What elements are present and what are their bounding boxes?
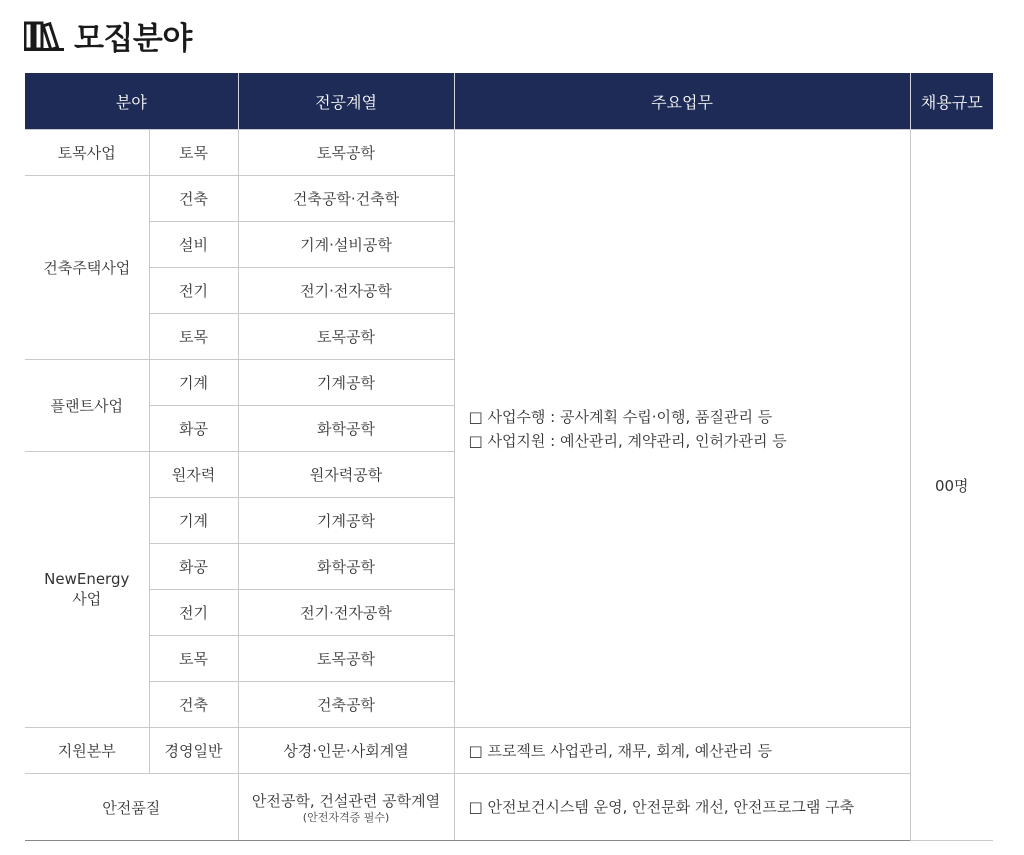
safety-major-note: (안전자격증 필수) (302, 810, 390, 824)
major-cell: 전기·전자공학 (238, 590, 454, 636)
group-newenergy-line1: NewEnergy (44, 570, 130, 588)
major-cell: 토목공학 (238, 636, 454, 682)
sub-field: 건축 (149, 682, 238, 728)
group-newenergy (25, 452, 149, 728)
safety-duty-cell: □ 안전보건시스템 운영, 안전문화 개선, 안전프로그램 구축 (454, 774, 910, 841)
major-cell: 건축공학·건축학 (238, 176, 454, 222)
sub-field: 전기 (149, 590, 238, 636)
books-icon (24, 19, 64, 51)
sub-field: 화공 (149, 544, 238, 590)
sub-field: 화공 (149, 406, 238, 452)
major-cell: 토목공학 (238, 130, 454, 176)
header-size: 채용규모 (910, 73, 993, 130)
sub-field: 설비 (149, 222, 238, 268)
sub-field: 토목 (149, 130, 238, 176)
group-civil: 토목사업 (25, 130, 149, 176)
major-cell: 화학공학 (238, 544, 454, 590)
group-safety: 안전품질 (25, 774, 238, 841)
support-duty-cell: □ 프로젝트 사업관리, 재무, 회계, 예산관리 등 (454, 728, 910, 774)
group-plant: 플랜트사업 (25, 360, 149, 452)
sub-field: 토목 (149, 636, 238, 682)
table-row (25, 774, 993, 841)
sub-field: 경영일반 (149, 728, 238, 774)
safety-major: 안전공학, 건설관련 공학계열 (251, 791, 441, 810)
duty-line-2: □ 사업지원 : 예산관리, 계약관리, 인허가관리 등 (468, 431, 787, 450)
table-header-row (25, 73, 993, 130)
major-cell: 전기·전자공학 (238, 268, 454, 314)
major-cell: 기계·설비공학 (238, 222, 454, 268)
major-cell: 상경·인문·사회계열 (238, 728, 454, 774)
section-title-wrap (24, 10, 192, 60)
header-field: 분야 (25, 73, 238, 130)
sub-field: 기계 (149, 360, 238, 406)
sub-field: 건축 (149, 176, 238, 222)
major-cell: 기계공학 (238, 498, 454, 544)
major-cell: 원자력공학 (238, 452, 454, 498)
major-cell: 화학공학 (238, 406, 454, 452)
recruitment-table (25, 73, 993, 841)
group-arch: 건축주택사업 (25, 176, 149, 360)
table-row (25, 130, 993, 176)
major-cell: 토목공학 (238, 314, 454, 360)
group-newenergy-line2: 사업 (72, 590, 102, 608)
major-cell: 기계공학 (238, 360, 454, 406)
recruit-size-cell: 00명 (910, 130, 993, 841)
page-title: 모집분야 (74, 20, 192, 57)
sub-field: 전기 (149, 268, 238, 314)
sub-field: 원자력 (149, 452, 238, 498)
table-row (25, 728, 993, 774)
sub-field: 기계 (149, 498, 238, 544)
major-cell: 건축공학 (238, 682, 454, 728)
sub-field: 토목 (149, 314, 238, 360)
main-duty-cell (454, 130, 910, 728)
header-major: 전공계열 (238, 73, 454, 130)
duty-line-1: □ 사업수행 : 공사계획 수립·이행, 품질관리 등 (468, 407, 773, 426)
safety-major-cell (238, 774, 454, 841)
group-support: 지원본부 (25, 728, 149, 774)
header-duty: 주요업무 (454, 73, 910, 130)
